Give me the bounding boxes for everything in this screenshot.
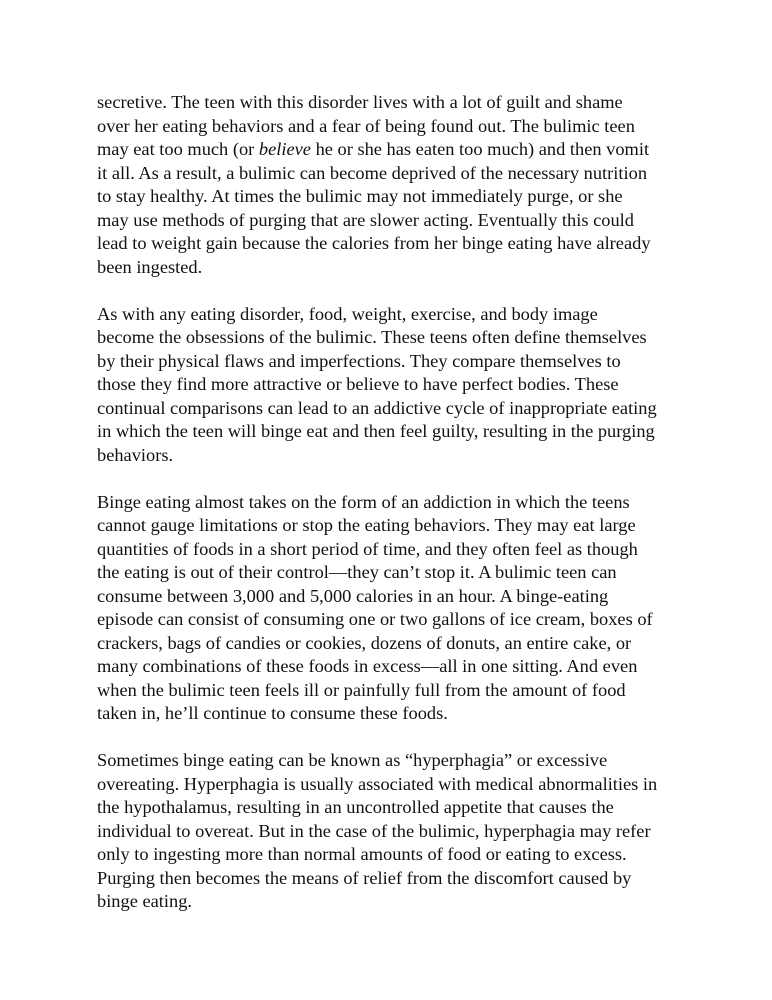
text-line: taken in, he’ll continue to consume these foods. bbox=[97, 703, 448, 723]
text-line: secretive. The teen with this disorder lives with a lot of guilt and shame bbox=[97, 92, 623, 112]
paragraph-4 bbox=[97, 749, 677, 914]
text-line: become the obsessions of the bulimic. These teens often define themselves bbox=[97, 327, 647, 347]
text-line: the eating is out of their control—they can’t stop it. A bulimic teen can bbox=[97, 562, 617, 582]
text-line: crackers, bags of candies or cookies, dozens of donuts, an entire cake, or bbox=[97, 632, 632, 653]
text-line: many combinations of these foods in excess—all in one sitting. And even bbox=[97, 656, 638, 676]
paragraph-3 bbox=[97, 491, 677, 726]
text-line: when the bulimic teen feels ill or painfully full from the amount of food bbox=[97, 679, 626, 700]
text-line: quantities of foods in a short period of time, and they often feel as though bbox=[97, 538, 638, 559]
text-line bbox=[97, 138, 677, 162]
text-line: the hypothalamus, resulting in an uncontrolled appetite that causes the bbox=[97, 797, 614, 817]
document-body bbox=[97, 91, 677, 914]
italic-text: believe bbox=[258, 139, 311, 159]
text-line: those they find more attractive or believe to have perfect bodies. These bbox=[97, 374, 619, 394]
text-line: As with any eating disorder, food, weight, exercise, and body image bbox=[97, 303, 598, 324]
text-line: binge eating. bbox=[97, 891, 192, 911]
text-line: it all. As a result, a bulimic can become deprived of the necessary nutrition bbox=[97, 162, 648, 183]
text-line: behaviors. bbox=[97, 444, 174, 465]
text-line: over her eating behaviors and a fear of being found out. The bulimic teen bbox=[97, 115, 635, 136]
paragraph-2 bbox=[97, 303, 677, 468]
text-line: Binge eating almost takes on the form of an addiction in which the teens bbox=[97, 491, 630, 512]
text-line: consume between 3,000 and 5,000 calories in an hour. A binge-eating bbox=[97, 585, 609, 606]
text-line: by their physical flaws and imperfections. They compare themselves to bbox=[97, 350, 621, 371]
text-line: only to ingesting more than normal amounts of food or eating to excess. bbox=[97, 844, 627, 864]
text-line: may use methods of purging that are slower acting. Eventually this could bbox=[97, 209, 634, 230]
text-line: overeating. Hyperphagia is usually associated with medical abnormalities in bbox=[97, 773, 658, 794]
text-segment: he or she has eaten too much) and then vomit bbox=[310, 139, 650, 159]
text-line: continual comparisons can lead to an addictive cycle of inappropriate eating bbox=[97, 397, 657, 418]
text-line: Purging then becomes the means of relief from the discomfort caused by bbox=[97, 867, 632, 888]
text-line: episode can consist of consuming one or two gallons of ice cream, boxes of bbox=[97, 609, 653, 629]
text-line: Sometimes binge eating can be known as “hyperphagia” or excessive bbox=[97, 750, 608, 770]
text-line: individual to overeat. But in the case of the bulimic, hyperphagia may refer bbox=[97, 820, 651, 841]
text-line: to stay healthy. At times the bulimic may not immediately purge, or she bbox=[97, 186, 623, 206]
text-line: in which the teen will binge eat and then feel guilty, resulting in the purging bbox=[97, 421, 655, 441]
text-segment: may eat too much (or bbox=[97, 139, 259, 159]
text-line: cannot gauge limitations or stop the eating behaviors. They may eat large bbox=[97, 515, 636, 535]
document-page bbox=[97, 91, 677, 937]
text-line: been ingested. bbox=[97, 256, 203, 277]
text-line: lead to weight gain because the calories from her binge eating have already bbox=[97, 233, 651, 253]
paragraph-1 bbox=[97, 91, 677, 279]
